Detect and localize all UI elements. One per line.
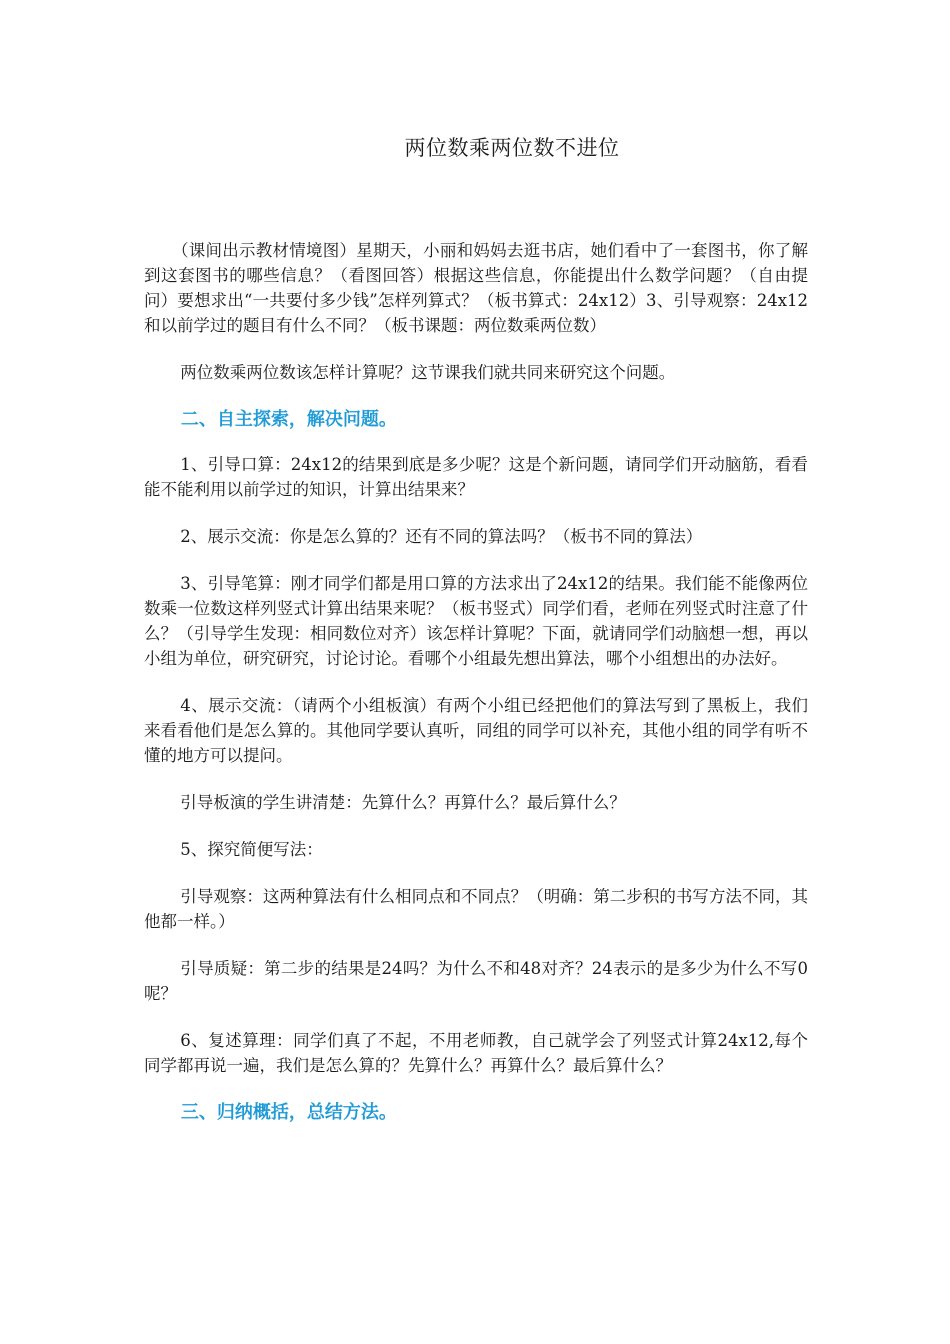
guide-question-paragraph: 引导质疑：第二步的结果是24吗？为什么不和48对齐？24表示的是多少为什么不写0呢？ [144,959,808,1003]
question-paragraph: 两位数乘两位数该怎样计算呢？这节课我们就共同来研究这个问题。 [180,363,676,382]
section-heading-summary: 三、归纳概括，总结方法。 [180,1102,397,1123]
step-1-paragraph: 1、引导口算：24x12的结果到底是多少呢？这是个新问题，请同学们开动脑筋，看看能不能利用以前学过的知识，计算出结果来？ [144,455,808,499]
intro-paragraph: （课间出示教材情境图）星期天，小丽和妈妈去逛书店，她们看中了一套图书，你了解到这套图书的哪些信息？（看图回答）根据这些信息，你能提出什么数学问题？（自由提问）要想求出“一共要付多少钱”怎样列算式？（板书算式：24x12）3、引导观察：24x12和以前学过的题目有什么不同？（板书课题：两位数乘两位数） [144,241,808,335]
step-6-paragraph: 6、复述算理：同学们真了不起，不用老师教，自己就学会了列竖式计算24x12,每个同学都再说一遍，我们是怎么算的？先算什么？再算什么？最后算什么？ [144,1031,808,1075]
document-title: 两位数乘两位数不进位 [404,136,620,160]
step-4-paragraph: 4、展示交流：（请两个小组板演）有两个小组已经把他们的算法写到了黑板上，我们来看看他们是怎么算的。其他同学要认真听，同组的同学可以补充，其他小组的同学有听不懂的地方可以提问。 [144,696,808,765]
step-5-paragraph: 5、探究简便写法： [180,840,323,859]
guide-observe-paragraph: 引导观察：这两种算法有什么相同点和不同点？（明确：第二步积的书写方法不同，其他都一样。） [144,887,808,931]
section-heading-explore: 二、自主探索，解决问题。 [180,409,397,430]
step-3-paragraph: 3、引导笔算：刚才同学们都是用口算的方法求出了24x12的结果。我们能不能像两位数乘一位数这样列竖式计算出结果来呢？（板书竖式）同学们看，老师在列竖式时注意了什么？（引导学生发现：相同数位对齐）该怎样计算呢？下面，就请同学们动脑想一想，再以小组为单位，研究研究，讨论讨论。看哪个小组最先想出算法，哪个小组想出的办法好。 [144,574,808,668]
guide-explain-paragraph: 引导板演的学生讲清楚：先算什么？再算什么？最后算什么？ [180,793,626,812]
step-2-paragraph: 2、展示交流：你是怎么算的？还有不同的算法吗？（板书不同的算法） [180,527,703,546]
